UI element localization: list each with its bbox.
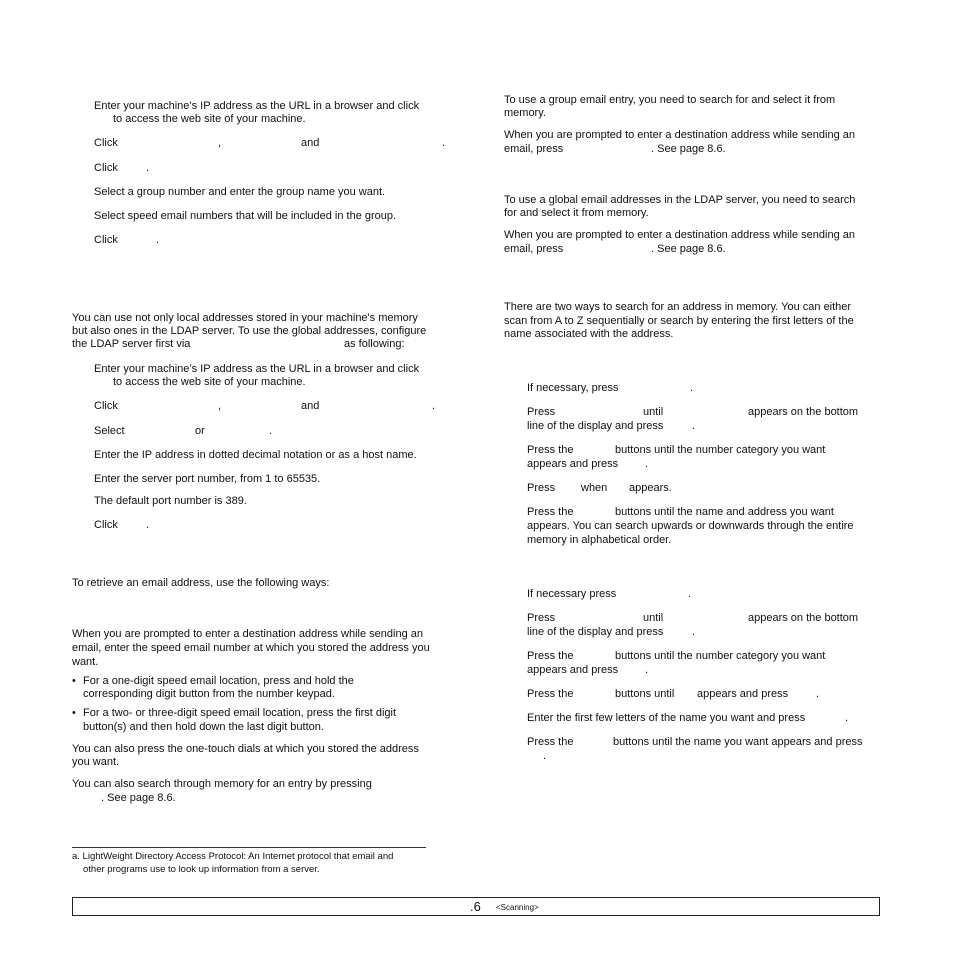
text-line: Enter your machine’s IP address as the URL in a browser and click bbox=[94, 363, 420, 375]
text-line: There are two ways to search for an address in memory. You can either bbox=[504, 301, 852, 313]
text-line: When you are prompted to enter a destination address while sending an bbox=[72, 628, 423, 640]
text-line: To use a global email addresses in the LDAP server, you need to search bbox=[504, 194, 856, 206]
text-line: If necessary, press bbox=[527, 382, 619, 394]
text-line: line of the display and press bbox=[527, 626, 664, 638]
text-line: For a one-digit speed email location, press and hold the bbox=[83, 675, 354, 687]
text-line: You can also press the one-touch dials at which you stored the address bbox=[72, 743, 419, 755]
text-line: . See page 8.6. bbox=[101, 792, 176, 804]
text-line: appears and press bbox=[527, 664, 619, 676]
text-line: appears on the bottom bbox=[748, 406, 859, 418]
text-line: Click bbox=[94, 137, 118, 149]
text-line: . bbox=[269, 425, 273, 437]
text-line: buttons until the number category you want bbox=[615, 444, 826, 456]
text-line: Enter the IP address in dotted decimal notation or as a host name. bbox=[94, 449, 417, 461]
text-line: . bbox=[146, 162, 150, 174]
text-line: Select bbox=[94, 425, 125, 437]
text-line: Select speed email numbers that will be included in the group. bbox=[94, 210, 397, 222]
text-line: until bbox=[643, 406, 664, 418]
text-line: . bbox=[688, 588, 692, 600]
text-line: buttons until the name you want appears and press bbox=[613, 736, 863, 748]
text-line: . bbox=[543, 750, 547, 762]
text-line: . bbox=[432, 400, 436, 412]
text-line: Press the bbox=[527, 688, 574, 700]
text-line: . bbox=[645, 664, 649, 676]
bullet-marker: • bbox=[72, 707, 76, 719]
text-line: . bbox=[156, 234, 160, 246]
text-line: Enter the first few letters of the name you want and press bbox=[527, 712, 806, 724]
text-line: button(s) and then hold down the last digit button. bbox=[83, 721, 324, 733]
text-line: want. bbox=[72, 656, 99, 668]
text-line: name associated with the address. bbox=[504, 328, 674, 340]
text-line: , bbox=[218, 400, 222, 412]
text-line: appears. bbox=[629, 482, 672, 494]
text-line: buttons until the number category you want bbox=[615, 650, 826, 662]
text-line: memory. bbox=[504, 107, 546, 119]
text-line: To use a group email entry, you need to search for and select it from bbox=[504, 94, 836, 106]
text-line: . bbox=[442, 137, 446, 149]
text-line: appears on the bottom bbox=[748, 612, 859, 624]
text-line: You can also search through memory for an entry by pressing bbox=[72, 778, 372, 790]
page-number: .6 bbox=[470, 899, 481, 914]
text-line: To retrieve an email address, use the following ways: bbox=[72, 577, 330, 589]
text-line: . See page 8.6. bbox=[651, 143, 726, 155]
text-line: . bbox=[690, 382, 694, 394]
text-line: scan from A to Z sequentially or search by entering the first letters of the bbox=[504, 315, 854, 327]
text-line: Select a group number and enter the group name you want. bbox=[94, 186, 386, 198]
text-line: you want. bbox=[72, 756, 120, 768]
text-line: . bbox=[816, 688, 820, 700]
text-line: email, enter the speed email number at which you stored the address you bbox=[72, 642, 430, 654]
text-line: Enter the server port number, from 1 to 65535. bbox=[94, 473, 321, 485]
text-line: when bbox=[581, 482, 608, 494]
text-line: Click bbox=[94, 234, 118, 246]
text-line: or bbox=[195, 425, 205, 437]
text-line: If necessary press bbox=[527, 588, 617, 600]
text-line: Click bbox=[94, 162, 118, 174]
footnote-line: a. LightWeight Directory Access Protocol: An Internet protocol that email and bbox=[72, 851, 394, 862]
text-line: Press bbox=[527, 406, 556, 418]
text-line: When you are prompted to enter a destination address while sending an bbox=[504, 229, 855, 241]
text-line: line of the display and press bbox=[527, 420, 664, 432]
text-line: to access the web site of your machine. bbox=[113, 376, 306, 388]
text-line: until bbox=[643, 612, 664, 624]
text-line: . bbox=[692, 626, 696, 638]
text-line: for and select it from memory. bbox=[504, 207, 649, 219]
text-line: Press bbox=[527, 612, 556, 624]
bullet-marker: • bbox=[72, 675, 76, 687]
text-line: Click bbox=[94, 400, 118, 412]
text-line: the LDAP server first via bbox=[72, 338, 191, 350]
text-line: Press bbox=[527, 482, 556, 494]
text-line: and bbox=[301, 400, 320, 412]
text-line: Press the bbox=[527, 650, 574, 662]
text-line: to access the web site of your machine. bbox=[113, 113, 306, 125]
text-line: You can use not only local addresses stored in your machine's memory bbox=[72, 312, 418, 324]
text-line: . bbox=[692, 420, 696, 432]
text-line: . See page 8.6. bbox=[651, 243, 726, 255]
footnote-line: other programs use to look up information from a server. bbox=[83, 864, 320, 875]
text-line: . bbox=[845, 712, 849, 724]
text-line: corresponding digit button from the number keypad. bbox=[83, 688, 335, 700]
footnote-rule bbox=[72, 847, 426, 848]
text-line: , bbox=[218, 137, 222, 149]
text-line: appears and press bbox=[527, 458, 619, 470]
chapter-label: <Scanning> bbox=[496, 903, 539, 912]
text-line: email, press bbox=[504, 243, 564, 255]
text-line: email, press bbox=[504, 143, 564, 155]
text-line: appears and press bbox=[697, 688, 789, 700]
text-line: memory in alphabetical order. bbox=[527, 534, 672, 546]
text-line: buttons until bbox=[615, 688, 675, 700]
text-line: Enter your machine’s IP address as the URL in a browser and click bbox=[94, 100, 420, 112]
text-line: and bbox=[301, 137, 320, 149]
text-line: For a two- or three-digit speed email location, press the first digit bbox=[83, 707, 397, 719]
text-line: buttons until the name and address you want bbox=[615, 506, 834, 518]
text-line: Press the bbox=[527, 736, 574, 748]
text-line: as following: bbox=[344, 338, 405, 350]
text-line: Press the bbox=[527, 444, 574, 456]
text-line: appears. You can search upwards or downwards through the entire bbox=[527, 520, 854, 532]
text-line: When you are prompted to enter a destination address while sending an bbox=[504, 129, 855, 141]
text-line: . bbox=[146, 519, 150, 531]
text-line: The default port number is 389. bbox=[94, 495, 247, 507]
text-line: Click bbox=[94, 519, 118, 531]
text-line: Press the bbox=[527, 506, 574, 518]
text-line: . bbox=[645, 458, 649, 470]
text-line: but also ones in the LDAP server. To use the global addresses, configure bbox=[72, 325, 427, 337]
